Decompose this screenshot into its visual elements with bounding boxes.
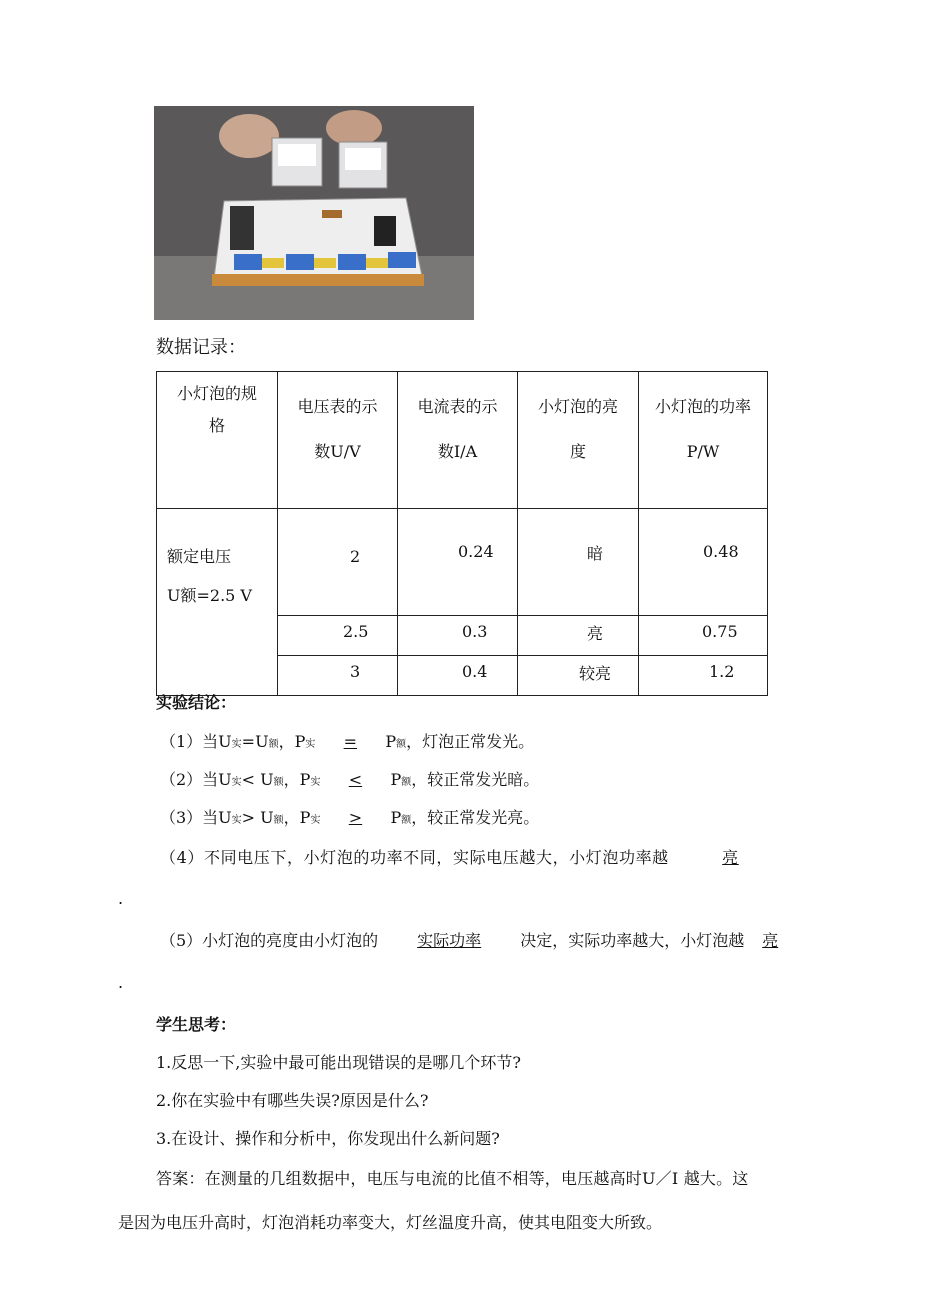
data-record-label: 数据记录：: [156, 337, 246, 358]
brightness-cell: 暗: [518, 509, 639, 616]
power-cell: 0.75: [639, 616, 768, 656]
voltage-cell: 2: [278, 509, 398, 616]
thinking-title: 学生思考：: [156, 1015, 237, 1034]
table-row: [157, 509, 768, 616]
header-spec: 小灯泡的规 格: [157, 372, 278, 509]
question-2: 2.你在实验中有哪些失误?原因是什么?: [156, 1091, 429, 1110]
answer-line-2: 是因为电压升高时，灯泡消耗功率变大，灯丝温度升高，使其电阻变大所致。: [118, 1213, 663, 1232]
current-cell: 0.24: [398, 509, 518, 616]
period-mark: .: [118, 973, 124, 992]
answer-blank: <: [348, 770, 363, 789]
answer-blank: 亮: [722, 848, 739, 867]
answer-blank: 亮: [762, 931, 779, 950]
brightness-cell: 亮: [518, 616, 639, 656]
power-cell: 0.48: [639, 509, 768, 616]
conclusion-item-4: （4）不同电压下，小灯泡的功率不同，实际电压越大，小灯泡功率越 亮: [160, 845, 832, 868]
question-3: 3.在设计、操作和分析中，你发现出什么新问题?: [156, 1129, 500, 1148]
header-power: 小灯泡的功率 P/W: [639, 372, 768, 509]
conclusion-item-1: （1）当U实=U额，P实 = P额，灯泡正常发光。: [160, 732, 535, 751]
answer-blank: 实际功率: [417, 931, 482, 950]
answer-blank: =: [343, 732, 358, 751]
current-cell: 0.4: [398, 656, 518, 696]
conclusion-item-5: （5）小灯泡的亮度由小灯泡的 实际功率 决定，实际功率越大，小灯泡越 亮: [160, 928, 832, 951]
header-current: 电流表的示 数I/A: [398, 372, 518, 509]
answer-blank: >: [348, 808, 363, 827]
conclusion-item-3: （3）当U实> U额，P实 > P额，较正常发光亮。: [160, 808, 540, 827]
question-1: 1.反思一下,实验中最可能出现错误的是哪几个环节?: [156, 1053, 521, 1072]
lab-experiment-photo-icon: [154, 106, 474, 320]
brightness-cell: 较亮: [518, 656, 639, 696]
spec-cell: 额定电压 U额=2.5 V: [157, 509, 278, 696]
current-cell: 0.3: [398, 616, 518, 656]
conclusion-item-2: （2）当U实< U额，P实 < P额，较正常发光暗。: [160, 770, 540, 789]
voltage-cell: 2.5: [278, 616, 398, 656]
power-cell: 1.2: [639, 656, 768, 696]
experiment-photo: [154, 106, 474, 320]
answer-line-1: 答案：在测量的几组数据中，电压与电流的比值不相等，电压越高时U／I 越大。这: [156, 1169, 749, 1188]
voltage-cell: 3: [278, 656, 398, 696]
data-table: [156, 371, 768, 696]
period-mark: .: [118, 889, 124, 908]
header-voltage: 电压表的示 数U/V: [278, 372, 398, 509]
conclusion-title: 实验结论：: [156, 693, 237, 712]
header-brightness: 小灯泡的亮 度: [518, 372, 639, 509]
table-header-row: [157, 372, 768, 509]
